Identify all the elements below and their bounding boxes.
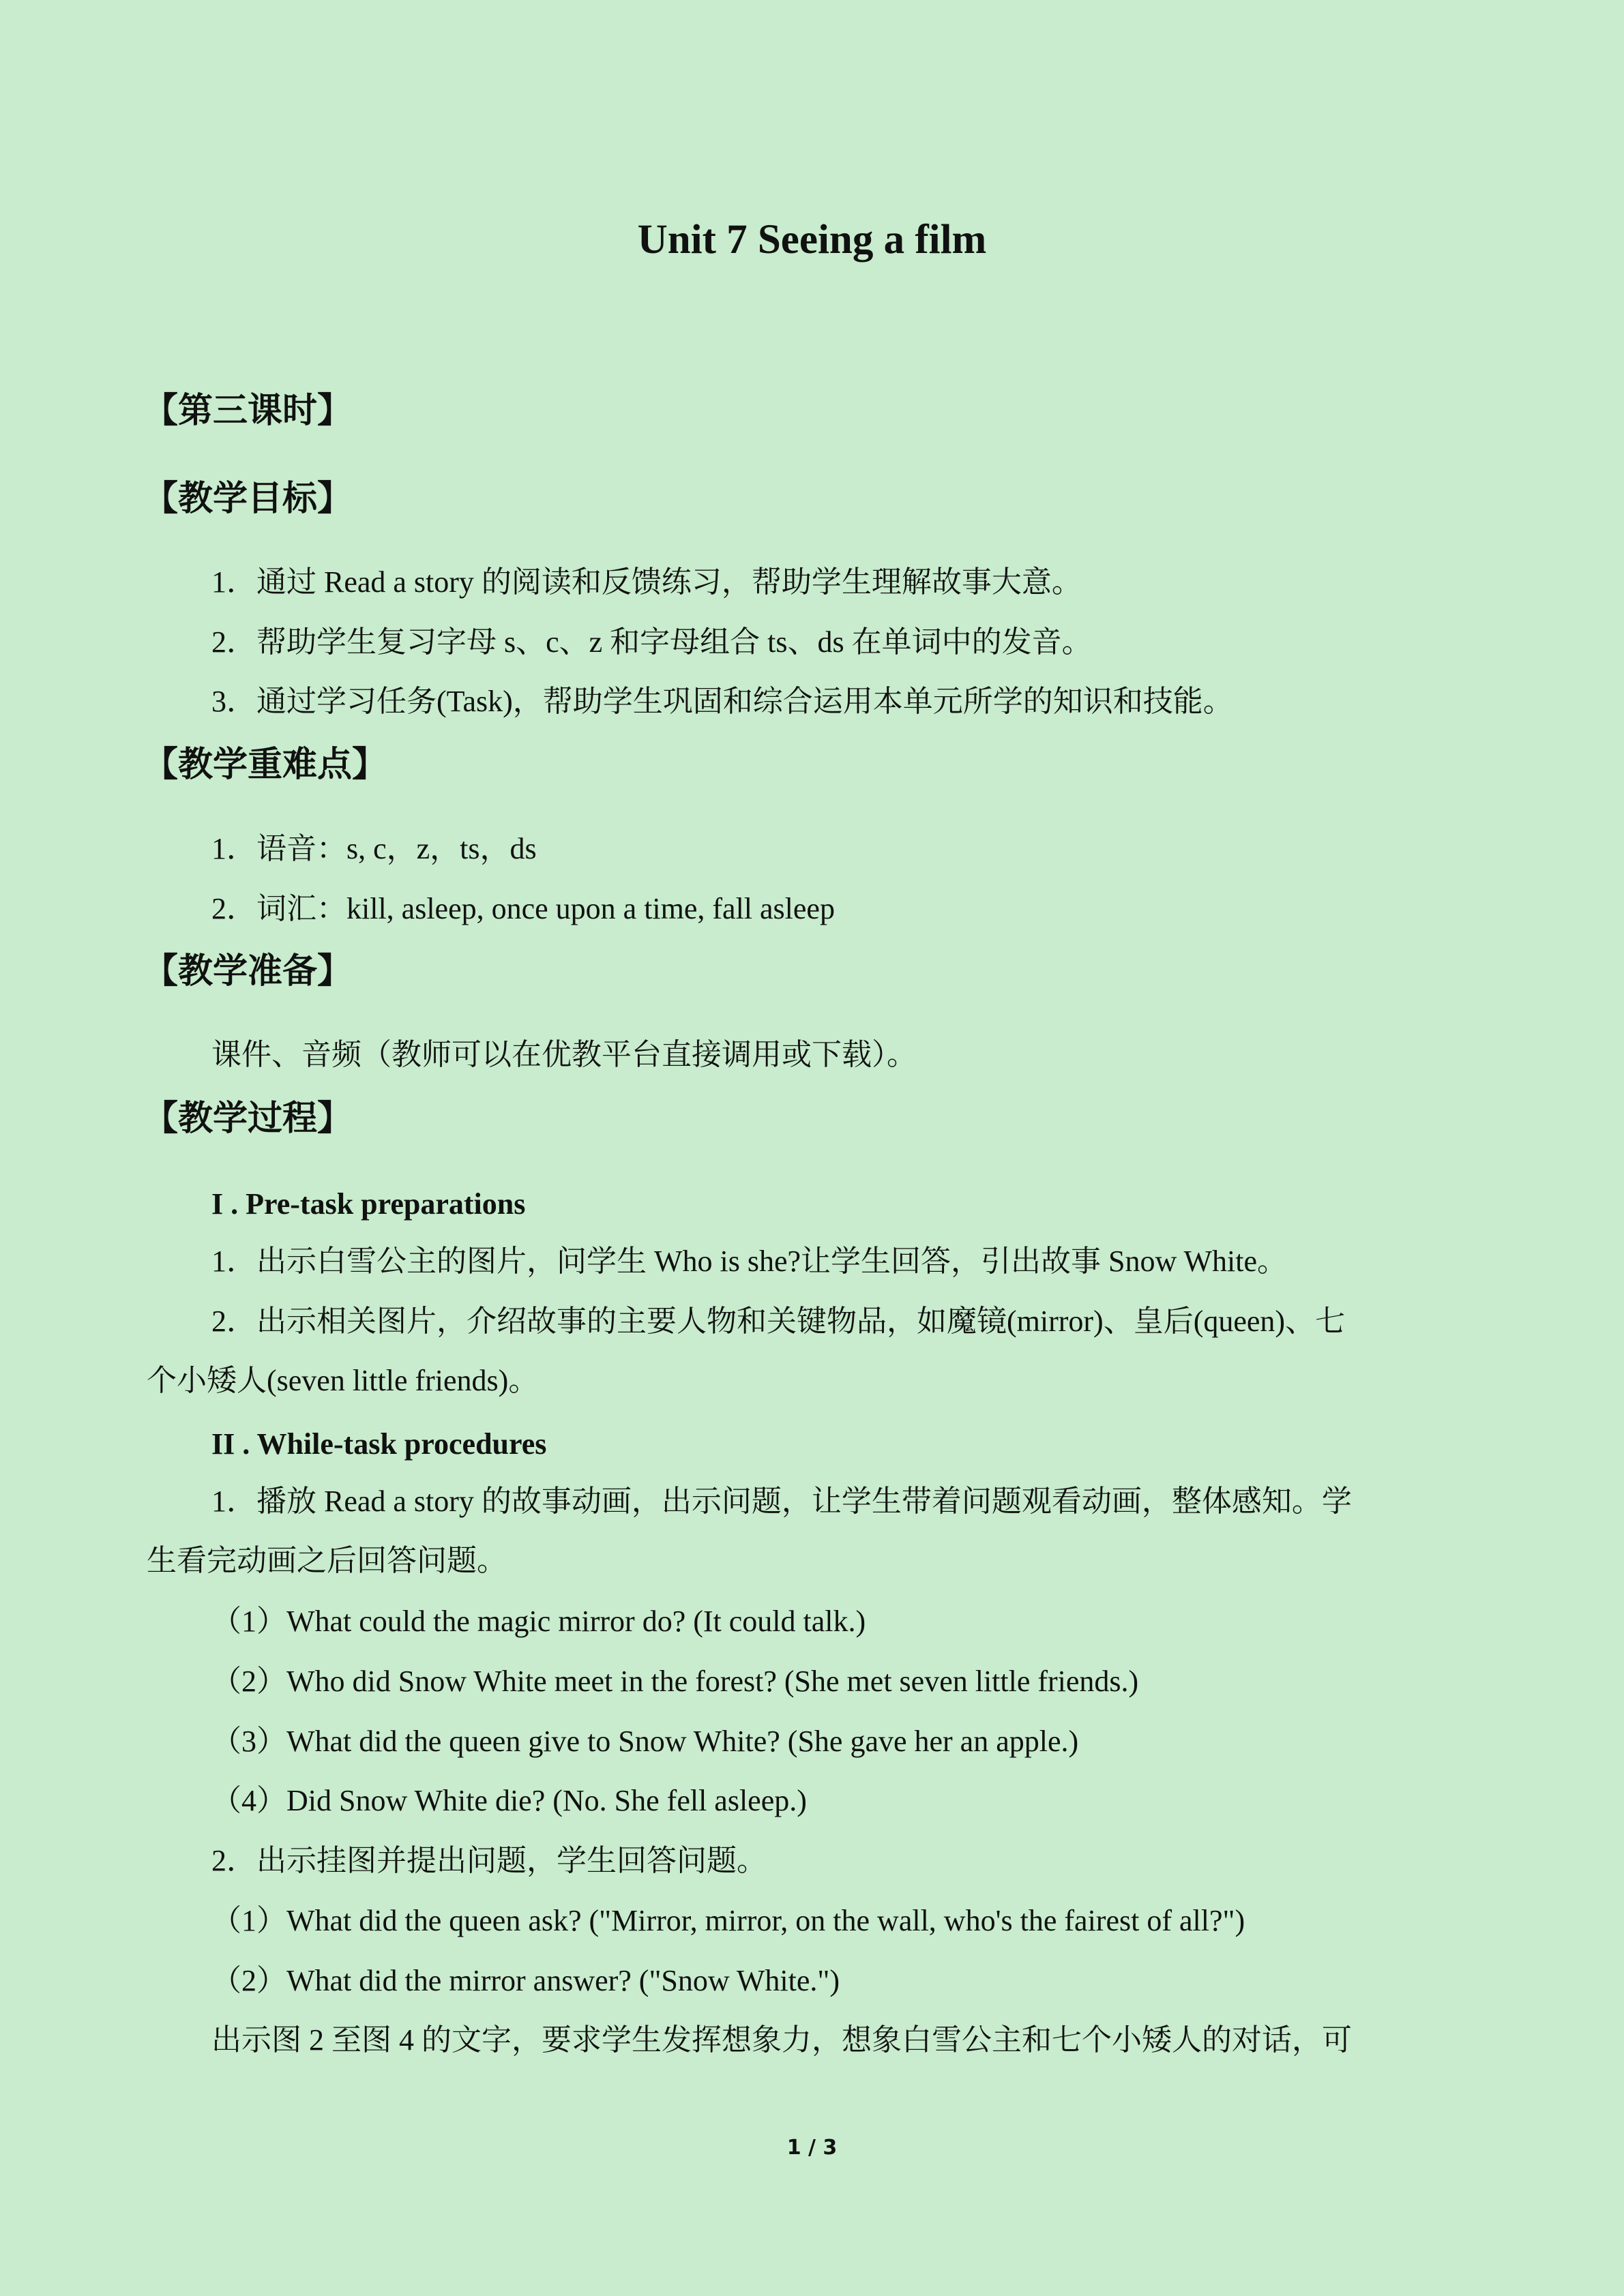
- question-2: （2）Who did Snow White meet in the forest? (She met seven little friends.): [211, 1665, 1139, 1698]
- objective-item-3: 3．通过学习任务(Task)，帮助学生巩固和综合运用本单元所学的知识和技能。: [211, 685, 1233, 718]
- key-point-item-2: 2．词汇：kill, asleep, once upon a time, fall asleep: [211, 892, 835, 925]
- while-task-item-1-line-1: 1．播放 Read a story 的故事动画，出示问题，让学生带着问题观看动画，整体感知。学: [211, 1485, 1352, 1518]
- item-2-question-1: （1）What did the queen ask? ("Mirror, mirror, on the wall, who's the fairest of all?"): [211, 1904, 1245, 1937]
- pre-task-item-2-line-2: 个小矮人(seven little friends)。: [147, 1364, 539, 1397]
- question-1: （1）What could the magic mirror do? (It could talk.): [211, 1605, 866, 1638]
- while-task-item-2: 2．出示挂图并提出问题，学生回答问题。: [211, 1844, 767, 1877]
- pre-task-item-2-line-1: 2．出示相关图片，介绍故事的主要人物和关键物品，如魔镜(mirror)、皇后(queen)、七: [211, 1304, 1346, 1338]
- closing-line: 出示图 2 至图 4 的文字，要求学生发挥想象力，想象白雪公主和七个小矮人的对话，可: [211, 2023, 1352, 2057]
- document-title: Unit 7 Seeing a film: [637, 217, 987, 263]
- pre-task-item-1: 1．出示白雪公主的图片，问学生 Who is she?让学生回答，引出故事 Snow White。: [211, 1244, 1288, 1278]
- objectives-heading: 【教学目标】: [143, 480, 353, 518]
- process-heading: 【教学过程】: [143, 1100, 353, 1138]
- objective-item-1: 1．通过 Read a story 的阅读和反馈练习，帮助学生理解故事大意。: [211, 565, 1082, 599]
- pre-task-heading: I . Pre-task preparations: [211, 1187, 526, 1221]
- question-4: （4）Did Snow White die? (No. She fell asleep.): [211, 1784, 807, 1817]
- lesson-heading: 【第三课时】: [143, 392, 353, 430]
- item-2-question-2: （2）What did the mirror answer? ("Snow White."): [211, 1964, 840, 1997]
- key-point-item-1: 1．语音：s, c，z，ts，ds: [211, 832, 537, 865]
- preparation-heading: 【教学准备】: [143, 953, 353, 991]
- while-task-item-1-line-2: 生看完动画之后回答问题。: [147, 1544, 507, 1577]
- question-3: （3）What did the queen give to Snow White? (She gave her an apple.): [211, 1725, 1079, 1758]
- objective-item-2: 2．帮助学生复习字母 s、c、z 和字母组合 ts、ds 在单词中的发音。: [211, 625, 1092, 659]
- while-task-heading: II . While-task procedures: [211, 1427, 547, 1461]
- preparation-text: 课件、音频（教师可以在优教平台直接调用或下载）。: [211, 1038, 917, 1071]
- page-number: 1 / 3: [786, 2136, 838, 2160]
- key-points-heading: 【教学重难点】: [143, 746, 387, 784]
